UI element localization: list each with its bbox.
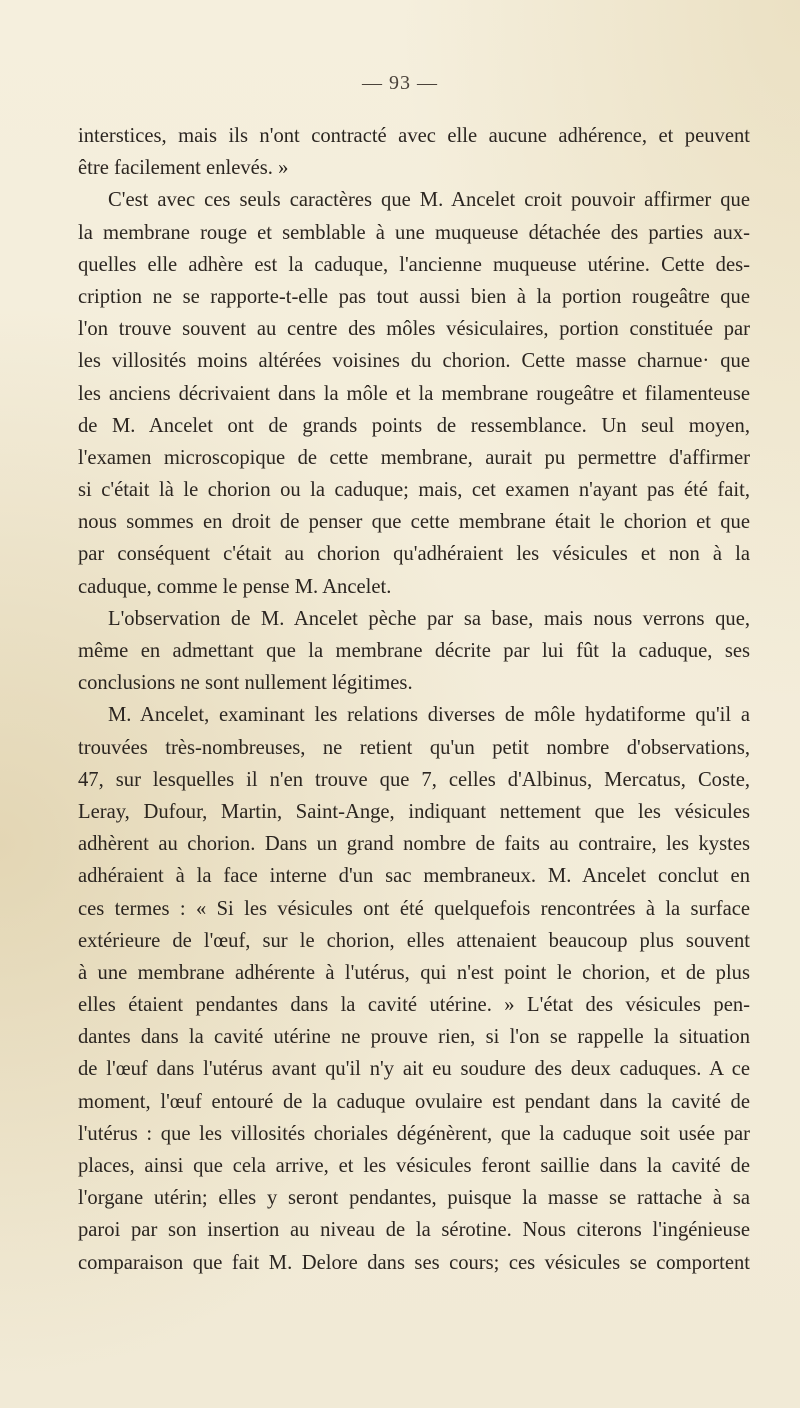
text-line: 47, sur lesquelles il n'en trouve que 7, celles d'Albinus, Mercatus, Coste, xyxy=(78,768,750,791)
text-line: cription ne se rapporte-t-elle pas tout aussi bien à la portion rougeâtre que xyxy=(78,285,750,308)
text-line: l'organe utérin; elles y seront pendantes, puisque la masse se rattache à sa xyxy=(78,1187,750,1210)
text-line: adhèrent au chorion. Dans un grand nombre de faits au contraire, les kystes xyxy=(78,833,750,856)
text-line: la membrane rouge et semblable à une muqueuse détachée des parties aux- xyxy=(78,221,750,244)
body-text xyxy=(78,120,750,1279)
text-line: extérieure de l'œuf, sur le chorion, elles attenaient beaucoup plus souvent xyxy=(78,929,750,952)
text-line: les villosités moins altérées voisines du chorion. Cette masse charnue· que xyxy=(78,350,750,373)
text-line: paroi par son insertion au niveau de la sérotine. Nous citerons l'ingénieuse xyxy=(78,1219,750,1242)
text-line: adhéraient à la face interne d'un sac membraneux. M. Ancelet conclut en xyxy=(78,865,750,888)
text-line: M. Ancelet, examinant les relations diverses de môle hydatiforme qu'il a xyxy=(108,704,750,727)
page-number: — 93 — xyxy=(362,72,438,94)
text-line: C'est avec ces seuls caractères que M. Ancelet croit pouvoir affirmer que xyxy=(108,189,750,212)
text-line: même en admettant que la membrane décrite par lui fût la caduque, ses xyxy=(78,640,750,662)
text-line: si c'était là le chorion ou la caduque; mais, cet examen n'ayant pas été fait, xyxy=(78,479,750,502)
text-line: l'examen microscopique de cette membrane, aurait pu permettre d'affirmer xyxy=(78,446,750,469)
text-line: moment, l'œuf entouré de la caduque ovulaire est pendant dans la cavité de xyxy=(78,1090,750,1113)
text-line: nous sommes en droit de penser que cette membrane était le chorion et que xyxy=(78,511,750,534)
text-line: les anciens décrivaient dans la môle et la membrane rougeâtre et filamenteuse xyxy=(78,382,750,405)
text-line: dantes dans la cavité utérine ne prouve rien, si l'on se rappelle la situation xyxy=(78,1026,750,1049)
text-line: ces termes : « Si les vésicules ont été quelquefois rencontrées à la surface xyxy=(78,897,750,920)
text-line: L'observation de M. Ancelet pèche par sa base, mais nous verrons que, xyxy=(108,607,750,630)
text-line: par conséquent c'était au chorion qu'adhéraient les vésicules et non à la xyxy=(78,543,750,566)
text-line: places, ainsi que cela arrive, et les vésicules feront saillie dans la cavité de xyxy=(78,1155,750,1177)
text-line: conclusions ne sont nullement légitimes. xyxy=(78,672,413,695)
text-line: caduque, comme le pense M. Ancelet. xyxy=(78,575,392,598)
text-line: interstices, mais ils n'ont contracté avec elle aucune adhérence, et peuvent xyxy=(78,125,750,147)
text-line: de M. Ancelet ont de grands points de ressemblance. Un seul moyen, xyxy=(78,414,750,437)
text-line: quelles elle adhère est la caduque, l'ancienne muqueuse utérine. Cette des- xyxy=(78,253,750,276)
text-line: à une membrane adhérente à l'utérus, qui n'est point le chorion, et de plus xyxy=(78,961,750,984)
text-line: de l'œuf dans l'utérus avant qu'il n'y ait eu soudure des deux caduques. A ce xyxy=(78,1058,750,1081)
text-line: trouvées très-nombreuses, ne retient qu'un petit nombre d'observations, xyxy=(78,736,750,759)
text-line: comparaison que fait M. Delore dans ses cours; ces vésicules se comportent xyxy=(78,1251,750,1274)
text-line: l'on trouve souvent au centre des môles vésiculaires, portion constituée par xyxy=(78,318,750,341)
text-line: l'utérus : que les villosités choriales dégénèrent, que la caduque soit usée par xyxy=(78,1122,750,1145)
text-line: elles étaient pendantes dans la cavité utérine. » L'état des vésicules pen- xyxy=(78,994,750,1017)
text-line: être facilement enlevés. » xyxy=(78,157,289,180)
text-line: Leray, Dufour, Martin, Saint-Ange, indiquant nettement que les vésicules xyxy=(78,800,750,823)
